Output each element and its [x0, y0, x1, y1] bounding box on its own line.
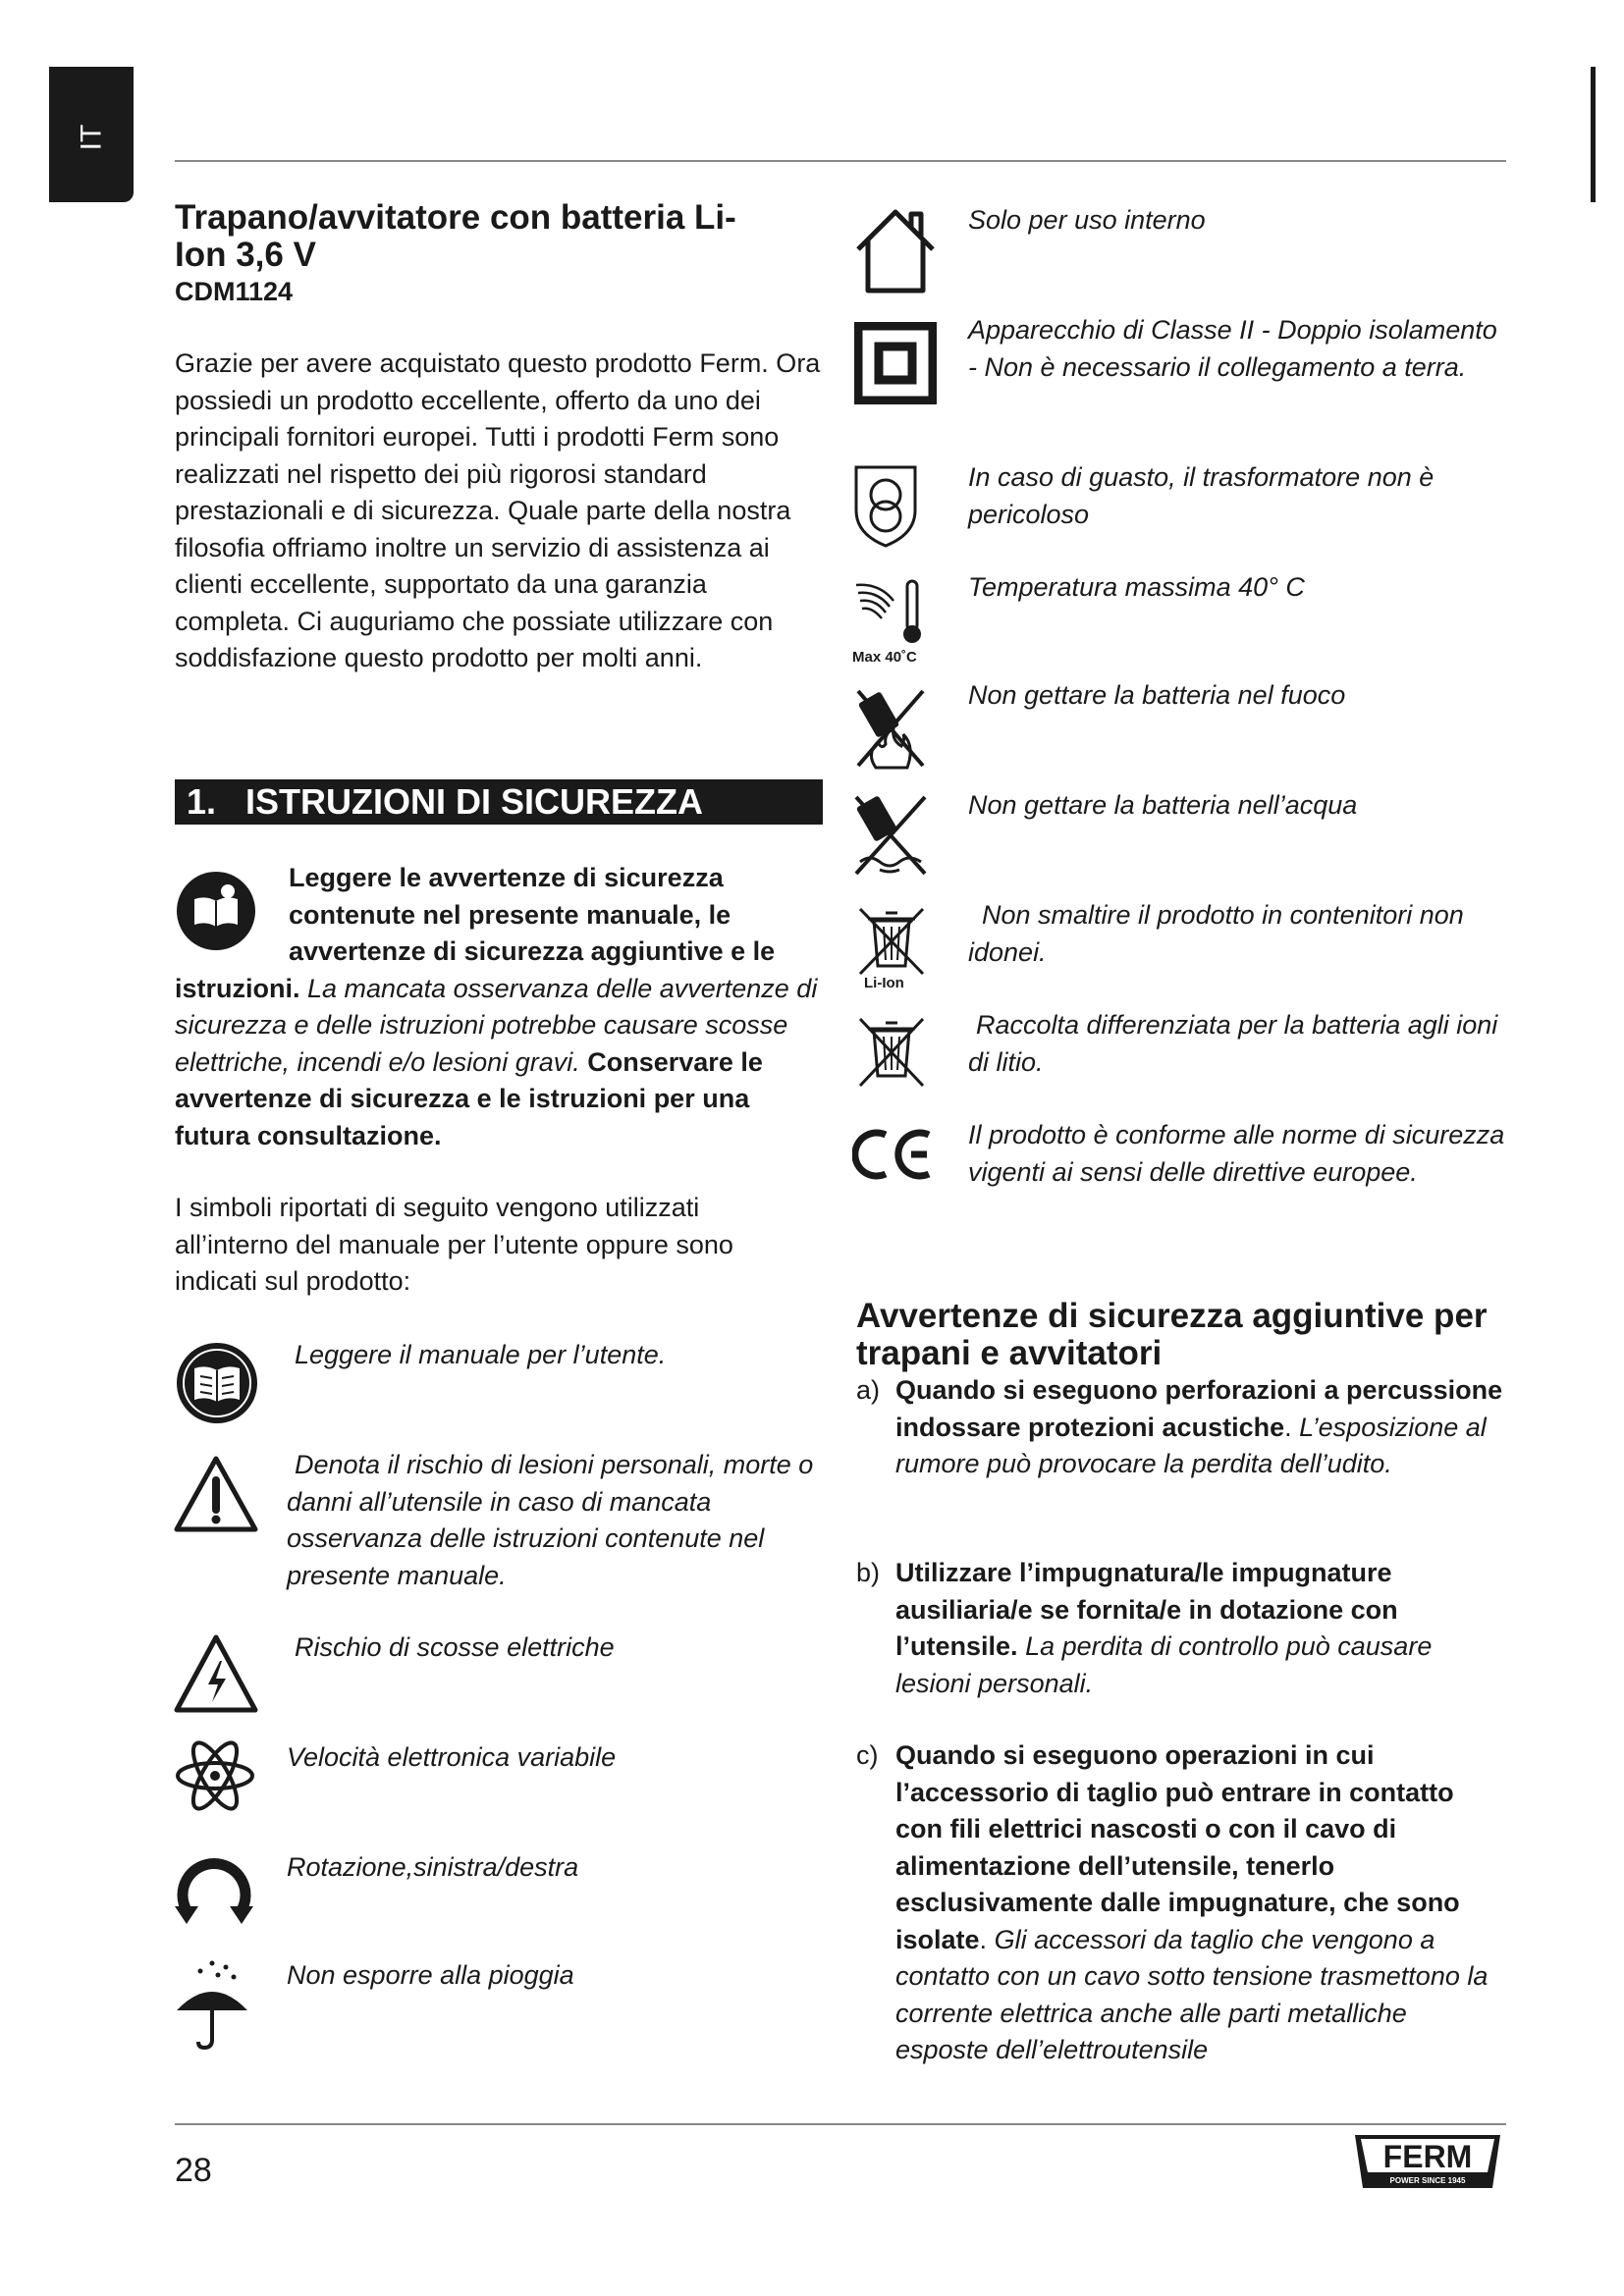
liion-label: Li-Ion [864, 975, 904, 991]
language-tab [49, 67, 134, 202]
symbol-text-disposal: Non smaltire il prodotto in contenitori non idonei. [968, 900, 1464, 967]
double-insulation-icon [854, 322, 937, 404]
item-sep: . [979, 1924, 988, 1954]
ce-mark-label: CE [893, 1156, 895, 1157]
symbol-text-shock: Rischio di scosse elettriche [295, 1632, 615, 1662]
ce-mark-icon [852, 1127, 935, 1182]
umbrella-rain-icon [173, 1957, 251, 2050]
item-italic: Gli accessori da taglio che vengono a contatto con un cavo sotto tensione trasmettono la corrente elettrica anche alle parti metalliche esposte dell’elettroutensile [895, 1924, 1489, 2064]
warning-item-b [856, 1555, 1506, 1702]
language-code: IT [75, 124, 108, 151]
symbol-text-warning: Denota il rischio di lesioni personali, morte o danni all’utensile in caso di mancata osservanza delle istruzioni contenute nel presente manuale. [287, 1450, 814, 1590]
crossed-bin-liion-icon [856, 903, 927, 991]
electric-shock-icon [173, 1633, 259, 1714]
warning-lead-text: Leggere le avvertenze di sicurezza contenute nel presente manuale, le avvertenze di sicurezza aggiuntive e le [289, 863, 776, 966]
symbol-text-water: Non gettare la batteria nell’acqua [968, 790, 1358, 820]
section-number: 1. [187, 781, 217, 822]
item-label: b) [856, 1558, 881, 1587]
top-divider [175, 160, 1506, 162]
symbol-text-temperature: Temperatura massima 40° C [968, 572, 1305, 602]
symbol-text-transformer: In caso di guasto, il trasformatore non è pericoloso [968, 462, 1435, 529]
no-fire-icon [852, 685, 929, 772]
symbol-text-manual: Leggere il manuale per l’utente. [295, 1340, 667, 1369]
warning-item-c [856, 1737, 1506, 2069]
thermometer-icon [850, 573, 933, 666]
symbol-text-rain: Non esporre alla pioggia [287, 1960, 574, 1990]
warning-bold-end: Conservare le avvertenze di sicurezza e le istruzioni per una futura consultazione. [175, 1046, 763, 1150]
house-icon [852, 206, 939, 294]
symbol-text-rotation: Rotazione,sinistra/destra [287, 1852, 579, 1882]
item-italic: L’esposizione al rumore può provocare la perdita dell’udito. [895, 1412, 1487, 1478]
section-title: ISTRUZIONI DI SICUREZZA [245, 781, 704, 822]
item-sep: . [1284, 1412, 1292, 1442]
warning-lead-end: istruzioni. [175, 973, 300, 1003]
model-number: CDM1124 [175, 277, 294, 306]
logo-tagline: POWER SINCE 1945 [1389, 2176, 1466, 2185]
logo-brand: FERM [1382, 2139, 1473, 2174]
right-marker-bar [1591, 67, 1596, 202]
item-bold: Quando si eseguono operazioni in cui l’accessorio di taglio può entrare in contatto con fili elettrici nascosti o con il cavo di alimentazione dell’utensile, tenerlo esclusivamente dalle impugnature, che sono isolate [895, 1740, 1460, 1954]
atom-icon [173, 1739, 257, 1812]
rotation-icon [173, 1849, 255, 1928]
symbol-text-collection: Raccolta differenziata per la batteria agli ioni di litio. [968, 1010, 1498, 1077]
ferm-logo [1349, 2133, 1506, 2190]
symbol-text-class2: Apparecchio di Classe II - Doppio isolamento - Non è necessario il collegamento a terra. [968, 315, 1497, 382]
warning-item-a [856, 1372, 1506, 1483]
thermometer-label: Max 40˚C [852, 649, 917, 666]
warning-triangle-icon [173, 1455, 259, 1533]
item-label: a) [856, 1375, 881, 1405]
symbols-intro: I simboli riportati di seguito vengono utilizzati all’interno del manuale per l’utente oppure sono indicati sul prodotto: [175, 1193, 733, 1296]
additional-warnings-heading: Avvertenze di sicurezza aggiuntive per trapani e avvitatori [856, 1297, 1488, 1372]
section-heading [175, 779, 823, 825]
no-water-icon [850, 791, 931, 878]
symbol-text-indoor: Solo per uso interno [968, 205, 1206, 235]
page-title: Trapano/avvitatore con batteria Li-Ion 3,6 V [175, 198, 736, 274]
warning-italic-text: La mancata osservanza delle avvertenze di sicurezza e delle istruzioni potrebbe causare scosse elettriche, incendi e/o lesioni gravi. [175, 973, 818, 1077]
manual-icon [175, 1341, 259, 1425]
symbol-text-speed: Velocità elettronica variabile [287, 1742, 617, 1772]
safety-warning-paragraph [175, 860, 823, 1154]
transformer-icon [852, 463, 919, 548]
symbol-text-fire: Non gettare la batteria nel fuoco [968, 680, 1346, 710]
page-number: 28 [175, 2152, 212, 2189]
item-italic: La perdita di controllo può causare lesioni personali. [895, 1631, 1433, 1698]
item-bold: Quando si eseguono perforazioni a percussione indossare protezioni acustiche [895, 1375, 1503, 1442]
intro-paragraph: Grazie per avere acquistato questo prodotto Ferm. Ora possiedi un prodotto eccellente, offerto da uno dei principali fornitori europei. Tutti i prodotti Ferm sono realizzati nel rispetto dei più rigorosi standard prestazionali e di sicurezza. Quale parte della nostra filosofia offriamo inoltre un servizio di assistenza ai clienti eccellente, supportato da una garanzia completa. Ci auguriamo che possiate utilizzare con soddisfazione questo prodotto per molti anni. [175, 348, 821, 672]
crossed-bin-icon [856, 1013, 927, 1092]
bottom-divider [175, 2123, 1506, 2125]
symbol-text-ce: Il prodotto è conforme alle norme di sicurezza vigenti ai sensi delle direttive europee. [968, 1120, 1505, 1187]
item-label: c) [856, 1740, 879, 1770]
item-bold: Utilizzare l’impugnatura/le impugnature ausiliaria/e se fornita/e in dotazione con l’utensile. [895, 1558, 1398, 1661]
